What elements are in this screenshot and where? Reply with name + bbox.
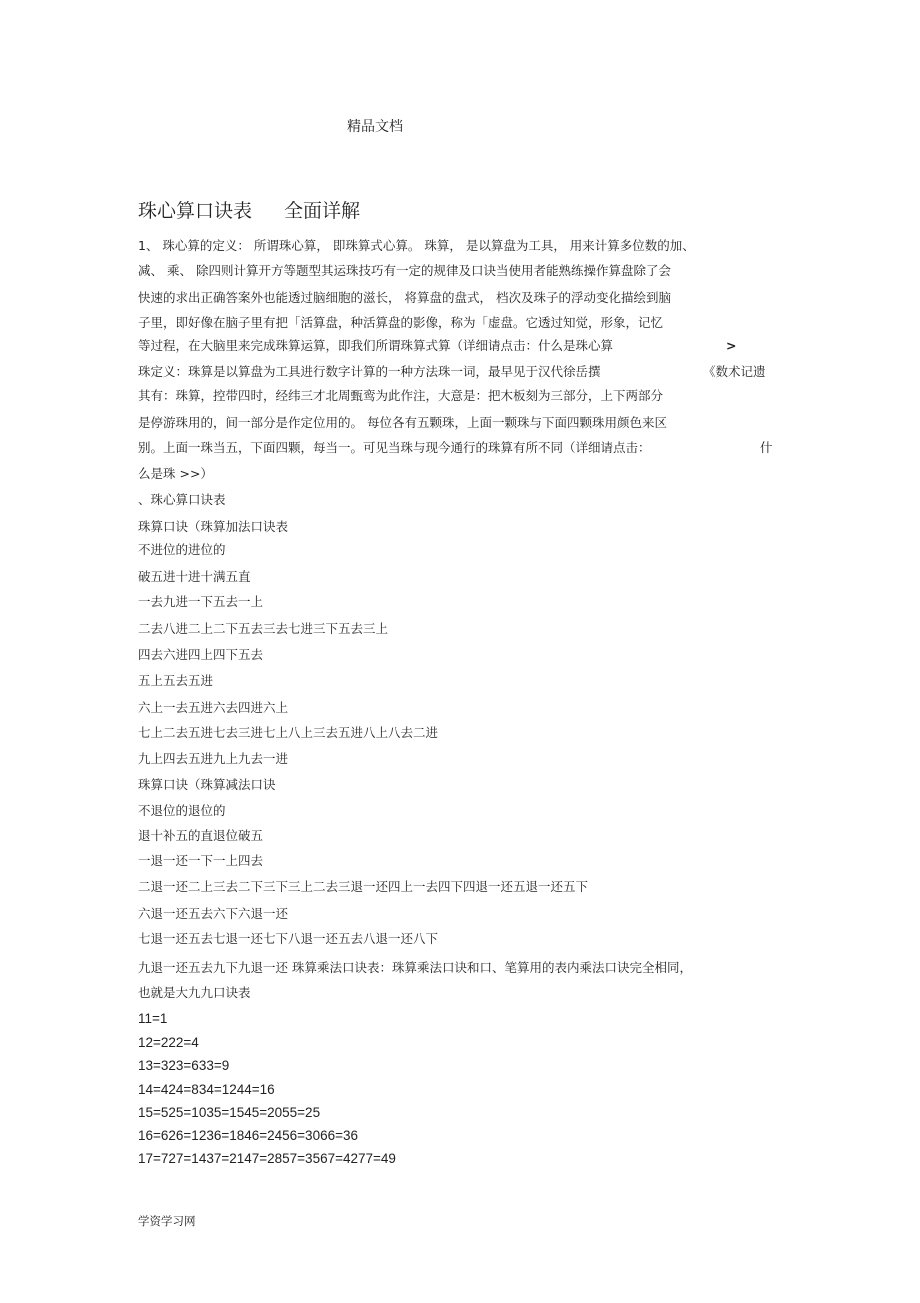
- section-heading: 、珠心算口诀表: [138, 492, 226, 507]
- text-line: 破五进十进十满五直: [138, 569, 251, 584]
- text-line: 六上一去五进六去四进六上: [138, 700, 289, 715]
- formula-line: 17=727=1437=2147=2857=3567=4277=49: [138, 1151, 396, 1166]
- text-line: 别。上面一珠当五，下面四颗，每当一。可见当珠与现今通行的珠算有所不同（详细请点击：: [138, 440, 651, 455]
- link-arrow[interactable]: >: [726, 338, 737, 353]
- link-text[interactable]: 么是珠 >>）: [138, 466, 213, 481]
- text-line: 七退一还五去七退一还七下八退一还五去八退一还八下: [138, 931, 439, 946]
- document-title: [138, 199, 360, 223]
- text-line-right: 《数术记遗: [703, 364, 766, 379]
- text-line: 珠定义：珠算是以算盘为工具进行数字计算的一种方法珠一词，最早见于汉代徐岳撰: [138, 364, 601, 379]
- text-line: 一退一还一下一上四去: [138, 853, 264, 868]
- page-header: 精品文档: [347, 119, 403, 135]
- text-line: 也就是大九九口诀表: [138, 985, 251, 1000]
- title-main: 珠心算口诀表: [138, 200, 253, 222]
- subsection-heading: 珠算口诀（珠算加法口诀表: [138, 519, 289, 534]
- text-line: 不退位的退位的: [138, 803, 226, 818]
- formula-line: 14=424=834=1244=16: [138, 1082, 275, 1097]
- text-line: 是停游珠用的，间一部分是作定位用的。 每位各有五颗珠，上面一颗珠与下面四颗珠用颜色来区: [138, 415, 667, 430]
- text-line: 等过程，在大脑里来完成珠算运算，即我们所谓珠算式算（详细请点击：什么是珠心算: [138, 338, 614, 353]
- title-sub: 全面详解: [284, 200, 361, 222]
- subsection-heading: 珠算口诀（珠算减法口诀: [138, 777, 276, 792]
- text-line: 五上五去五进: [138, 673, 214, 688]
- text-line: 九上四去五进九上九去一进: [138, 751, 289, 766]
- text-line: 快速的求出正确答案外也能透过脑细胞的滋长， 将算盘的盘式， 档次及珠子的浮动变化描绘到脑: [138, 290, 671, 305]
- text-line: 二退一还二上三去二下三下三上二去三退一还四上一去四下四退一还五退一还五下: [138, 879, 589, 894]
- text-line: 九退一还五去九下九退一还 珠算乘法口诀表：珠算乘法口诀和口、笔算用的表内乘法口诀完全相同，: [138, 960, 692, 975]
- text-line: 六退一还五去六下六退一还: [138, 906, 289, 921]
- text-line: 其有：珠算，控带四时，经纬三才北周甄鸾为此作注，大意是：把木板刻为三部分，上下两部分: [138, 388, 664, 403]
- text-line: 减、 乘、 除四则计算开方等题型其运珠技巧有一定的规律及口诀当使用者能熟练操作算盘除了会: [138, 263, 671, 278]
- text-line: 不进位的进位的: [138, 542, 226, 557]
- page-footer: 学资学习网: [138, 1214, 196, 1228]
- text-line-right: 什: [760, 440, 773, 455]
- text-line: 一去九进一下五去一上: [138, 594, 264, 609]
- text-line: 退十补五的直退位破五: [138, 828, 264, 843]
- text-line: 子里，即好像在脑子里有把「活算盘，种活算盘的影像，称为「虚盘。它透过知觉，形象，记忆: [138, 315, 664, 330]
- text-line: 1、 珠心算的定义： 所谓珠心算， 即珠算式心算。 珠算， 是以算盘为工具， 用来计算多位数的加、: [138, 238, 695, 253]
- text-line: 四去六进四上四下五去: [138, 647, 264, 662]
- formula-line: 11=1: [138, 1011, 168, 1026]
- formula-line: 13=323=633=9: [138, 1058, 230, 1073]
- formula-line: 12=222=4: [138, 1035, 199, 1050]
- formula-line: 15=525=1035=1545=2055=25: [138, 1105, 321, 1120]
- text-line: 七上二去五进七去三进七上八上三去五进八上八去二进: [138, 725, 439, 740]
- text-line: 二去八进二上二下五去三去七进三下五去三上: [138, 621, 389, 636]
- formula-line: 16=626=1236=1846=2456=3066=36: [138, 1128, 358, 1143]
